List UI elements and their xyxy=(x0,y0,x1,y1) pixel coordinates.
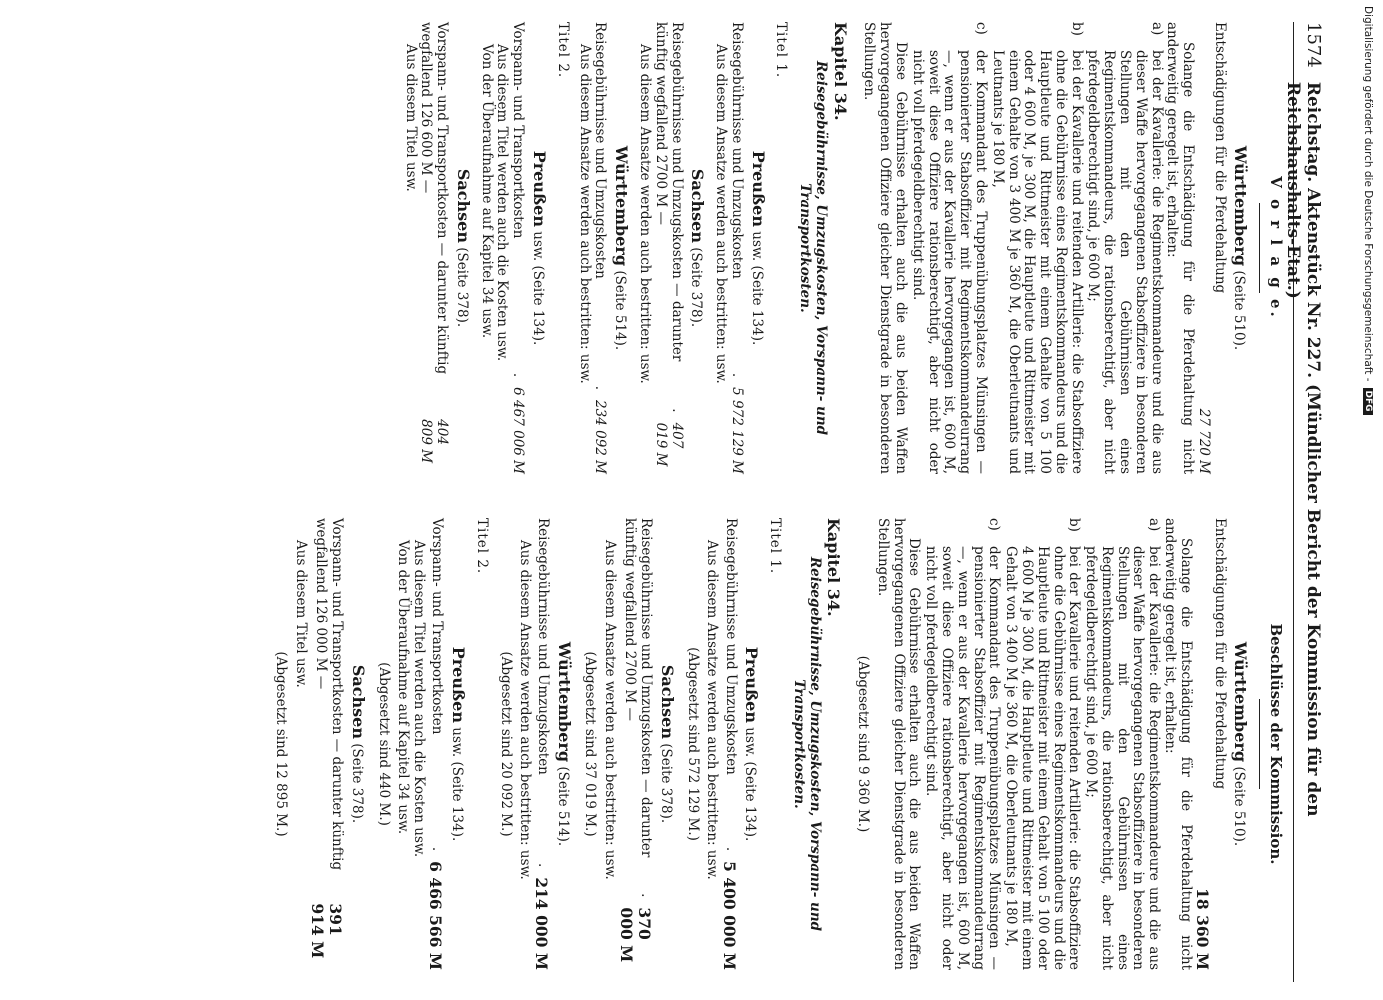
list-item-a: a) bei der Kavallerie: die Regimentskommandeure und die aus dieser Waffe hervorgegangenen Stabsoffiziere in besonderen Stellungen mit den Gebührnissen eines Regimentskommandeurs, die rationsberechtigt, aber nicht pferdegeldberechtigt sind, je 600 M; xyxy=(1085,22,1165,474)
entry-note: Aus diesem Titel werden auch die Kosten usw. xyxy=(494,44,511,362)
budget-entry: Reisegebührnisse und Umzugskosten — darunter künftig wegfallend 2700 M — . 407 019 M xyxy=(652,22,685,467)
running-header xyxy=(1283,22,1324,982)
state-heading-wuerttemberg: Württemberg (Seite 514). xyxy=(555,641,575,847)
entry-note: Aus diesem Ansatze werden auch bestritten: usw. xyxy=(517,540,534,880)
abgesetzt-note: (Abgesetzt sind 572 129 M.) xyxy=(684,647,701,841)
list-item-c: c) der Kommandant des Truppenübungsplatzes Münsingen — pensionierter Stabsoffizier mit Regimentskommandeurrang —, wenn er aus der Kavallerie hervorgegangen ist, 600 M, soweit diese Offiziere rationsberechtigt, aber nicht oder nicht voll pferdegeldberechtigt sind. xyxy=(909,22,989,474)
intro-text: Entschädigungen für die Pferdehaltung xyxy=(1211,518,1228,790)
entry-note: Aus diesem Titel usw. xyxy=(292,540,309,688)
titel-heading: Titel 1. xyxy=(773,22,790,79)
abgesetzt-note: (Abgesetzt sind 20 092 M.) xyxy=(497,651,514,837)
title-rule xyxy=(1259,203,1260,293)
budget-entry: Reisegebührnisse und Umzugskosten . 234 092 M xyxy=(592,22,609,474)
title-rule xyxy=(1259,699,1260,789)
entry-note: Aus diesem Ansatze werden auch bestritten: usw. xyxy=(713,44,730,384)
titel-heading: Titel 1. xyxy=(767,518,784,575)
entry-note: Aus diesem Ansatze werden auch bestritten: usw. xyxy=(704,540,721,880)
list-item-b: b) bei der Kavallerie und reitenden Artillerie: die Stabsoffiziere ohne die Gebührnisse eines Regimentskommandeurs und die Hauptleute und Rittmeister mit einem Gehalte von 5 100 oder 4 600 M, je 300 M, die Hauptleute und Rittmeister mit einem Gehalte von 3 400 M je 360 M, die Oberleutnants und Leutnants je 180 M, xyxy=(989,22,1085,474)
state-heading-wuerttemberg: Württemberg (Seite 514). xyxy=(612,145,632,351)
state-heading-preussen: Preußen usw. (Seite 134). xyxy=(448,646,468,842)
entry-note: Von der Überaufnahme auf Kapitel 34 usw. xyxy=(395,540,412,835)
header-title: Reichstag. Aktenstück Nr. 227. (Mündlicher Bericht der Kommission für den Reichshaushalts-Etat.) xyxy=(1283,81,1323,817)
budget-entry: Vorspann- und Transportkosten . 6 466 566 M xyxy=(426,518,446,970)
credit-text: Digitalisierung gefördert durch die Deutsche Forschungsgemeinschaft - xyxy=(1362,6,1374,382)
abgesetzt-note: (Abgesetzt sind 12 895 M.) xyxy=(272,651,289,837)
list-item-b: b) bei der Kavallerie und reitenden Artillerie: die Stabsoffiziere ohne die Gebührnisse eines Regimentskommandeurs und die Hauptleute und Rittmeister mit einem Gehalt von 5 100 oder 4 600 M je 300 M, die Hauptleute und Rittmeister mit einem Gehalt von 3 400 M je 360 M, die Oberleutnants je 180 M, xyxy=(1003,518,1083,970)
state-heading-preussen: Preußen usw. (Seite 134). xyxy=(742,646,762,842)
column-title-vorlage: V o r l a g e. xyxy=(1267,176,1285,320)
state-heading-sachsen: Sachsen (Seite 378). xyxy=(688,168,708,328)
list-item-c: c) der Kommandant des Truppenübungsplatzes Münsingen — pensionierter Stabsoffizier mit Regimentskommandeurrang —, wenn er aus der Kavallerie hervorgegangen ist, 600 M, soweit diese Offiziere rationsberechtigt, aber nicht oder nicht voll pferdegeldberechtigt sind. xyxy=(923,518,1003,970)
paragraph: Solange die Entschädigung für die Pferdehaltung nicht anderweitig geregelt ist, erhalten: xyxy=(1161,518,1194,970)
state-heading-sachsen: Sachsen (Seite 378). xyxy=(657,664,677,824)
intro-amount: 18 360 M xyxy=(1192,888,1212,970)
state-heading-sachsen: Sachsen (Seite 378). xyxy=(453,168,473,328)
paragraph: Diese Gebührnisse erhalten auch die aus beiden Waffen hervorgegangenen Offiziere gleicher Dienstgrade in besonderen Stellungen. xyxy=(861,22,910,474)
kapitel-heading: Kapitel 34. xyxy=(824,518,844,617)
kapitel-subtitle: Reisegebührnisse, Umzugskosten, Vorspann- und Transportkosten. xyxy=(790,556,823,932)
entry-note: Von der Überaufnahme auf Kapitel 34 usw. xyxy=(478,44,495,339)
titel-heading: Titel 2. xyxy=(473,518,490,575)
paragraph: Solange die Entschädigung für die Pferdehaltung nicht anderweitig geregelt ist, erhalten: xyxy=(1164,22,1197,474)
state-heading-sachsen: Sachsen (Seite 378). xyxy=(348,664,368,824)
column-vorlage xyxy=(402,22,1284,474)
abgesetzt-note: (Abgesetzt sind 37 019 M.) xyxy=(582,651,599,837)
budget-entry: Reisegebührnisse und Umzugskosten . 5 972 129 M xyxy=(728,22,745,474)
state-heading-wuerttemberg: Württemberg (Seite 510). xyxy=(1231,641,1251,847)
budget-entry: Vorspann- und Transportkosten . 6 467 006 M xyxy=(510,22,527,474)
budget-entry: Reisegebührnisse und Umzugskosten . 5 400 000 M xyxy=(719,518,739,970)
budget-entry: Reisegebührnisse und Umzugskosten — darunter künftig wegfallend 2700 M — . 370 000 M xyxy=(616,518,655,963)
intro-text: Entschädigungen für die Pferdehaltung xyxy=(1211,22,1228,294)
column-beschluesse xyxy=(264,518,1284,970)
column-title-beschluesse: Beschlüsse der Kommission. xyxy=(1267,623,1285,865)
entry-note: Aus diesem Titel usw. xyxy=(402,44,419,192)
titel-heading: Titel 2. xyxy=(554,22,571,79)
abgesetzt-note: (Abgesetzt sind 9 360 M.) xyxy=(855,655,872,833)
intro-amount: 27 720 M xyxy=(1195,408,1212,474)
digitization-credit xyxy=(1361,6,1375,986)
abgesetzt-note: (Abgesetzt sind 440 M.) xyxy=(375,662,392,826)
paragraph: Diese Gebührnisse erhalten auch die aus beiden Waffen hervorgegangenen Offiziere gleicher Dienstgrade in besonderen Stellungen. xyxy=(874,518,923,970)
kapitel-heading: Kapitel 34. xyxy=(830,22,850,121)
budget-entry: Vorspann- und Transportkosten — darunter künftig wegfallend 126 600 M — 404 809 M xyxy=(418,22,451,464)
budget-entry: Vorspann- und Transportkosten — darunter künftig wegfallend 126 000 M — 391 914 M xyxy=(307,518,345,959)
state-heading-preussen: Preußen usw. (Seite 134). xyxy=(530,150,550,346)
entry-note: Aus diesem Ansatze werden auch bestritten: usw. xyxy=(601,540,618,880)
entry-note: Aus diesem Ansatze werden auch bestritten: usw. xyxy=(636,44,653,384)
state-heading-wuerttemberg: Württemberg (Seite 510). xyxy=(1231,145,1251,351)
budget-entry: Reisegebührnisse und Umzugskosten . 214 000 M xyxy=(532,518,552,970)
state-heading-preussen: Preußen usw. (Seite 134). xyxy=(748,150,768,346)
page-number: 1574 xyxy=(1303,22,1324,68)
dfg-logo: DFG xyxy=(1363,388,1373,415)
entry-note: Aus diesem Ansatze werden auch bestritten: usw. xyxy=(576,44,593,384)
entry-note: Aus diesem Titel werden auch die Kosten usw. xyxy=(411,540,428,858)
kapitel-subtitle: Reisegebührnisse, Umzugskosten, Vorspann- und Transportkosten. xyxy=(797,60,829,436)
list-item-a: a) bei der Kavallerie: die Regimentskommandeure und die aus dieser Waffe hervorgegangenen Stabsoffiziere in besonderen Stellungen mit den Gebührnissen eines Regimentskommandeurs, die rationsberechtigt, aber nicht pferdegeldberechtigt sind, je 600 M; xyxy=(1083,518,1163,970)
